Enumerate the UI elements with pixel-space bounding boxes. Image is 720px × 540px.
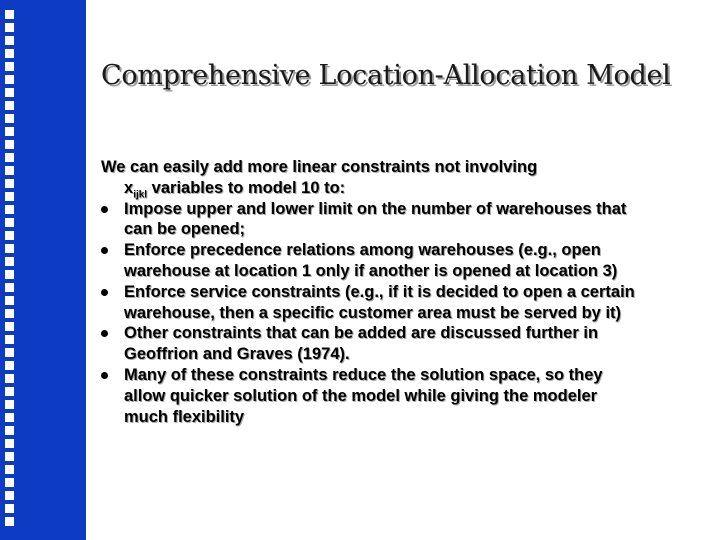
decorative-square [5, 127, 14, 136]
intro-rest: variables to model 10 to: [147, 178, 346, 197]
decorative-square [5, 218, 14, 227]
decorative-square [5, 400, 14, 409]
decorative-square [5, 374, 14, 383]
decorative-square [5, 257, 14, 266]
decorative-square [5, 88, 14, 97]
decorative-square [5, 465, 14, 474]
bullet-item [101, 199, 641, 241]
bullet-item [101, 240, 641, 282]
decorative-square [5, 361, 14, 370]
decorative-square [5, 478, 14, 487]
decorative-square [5, 439, 14, 448]
bullet-dot-icon [101, 372, 108, 379]
slide-body [101, 157, 641, 427]
slide-title: Comprehensive Location-Allocation Model [101, 60, 671, 91]
decorative-square [5, 10, 14, 19]
bullet-item [101, 365, 641, 427]
decorative-square [5, 426, 14, 435]
decorative-square [5, 335, 14, 344]
decorative-square [5, 244, 14, 253]
sidebar-band [0, 0, 86, 540]
decorative-square [5, 192, 14, 201]
decorative-square [5, 517, 14, 526]
bullet-item [101, 282, 641, 324]
decorative-square [5, 140, 14, 149]
decorative-square [5, 309, 14, 318]
decorative-square [5, 23, 14, 32]
bullet-text: Many of these constraints reduce the solution space, so they allow quicker solution of the model while giving the modeler much flexibility [124, 365, 603, 426]
bullet-text: Other constraints that can be added are discussed further in Geoffrion and Graves (1974). [124, 324, 599, 364]
bullet-dot-icon [101, 330, 108, 337]
decorative-square [5, 62, 14, 71]
decorative-square [5, 231, 14, 240]
bullet-text: Enforce service constraints (e.g., if it is decided to open a certain warehouse, then a specific customer area must be served by it) [124, 282, 635, 322]
bullet-item [101, 323, 641, 365]
decorative-square [5, 166, 14, 175]
decorative-square [5, 179, 14, 188]
variable-x: x [124, 178, 134, 197]
decorative-square [5, 36, 14, 45]
decorative-square [5, 322, 14, 331]
bullet-dot-icon [101, 247, 108, 254]
bullet-list [101, 199, 641, 428]
decorative-square [5, 205, 14, 214]
decorative-square [5, 75, 14, 84]
decorative-square [5, 348, 14, 357]
decorative-square [5, 387, 14, 396]
decorative-square [5, 491, 14, 500]
decorative-square [5, 452, 14, 461]
bullet-text: Impose upper and lower limit on the number of warehouses that can be opened; [124, 199, 627, 239]
decorative-square [5, 49, 14, 58]
variable-subscript: ijkl [133, 189, 148, 201]
decorative-square [5, 283, 14, 292]
intro-continuation [101, 178, 641, 199]
decorative-square [5, 504, 14, 513]
decorative-square [5, 153, 14, 162]
decorative-square [5, 270, 14, 279]
bullet-text: Enforce precedence relations among warehouses (e.g., open warehouse at location 1 only if another is opened at location 3) [124, 241, 618, 280]
decorative-squares-column [5, 10, 17, 530]
decorative-square [5, 296, 14, 305]
intro-text: We can easily add more linear constraints not involving [101, 158, 538, 176]
decorative-square [5, 413, 14, 422]
decorative-square [5, 101, 14, 110]
bullet-dot-icon [101, 289, 108, 296]
bullet-dot-icon [101, 206, 108, 213]
decorative-square [5, 114, 14, 123]
